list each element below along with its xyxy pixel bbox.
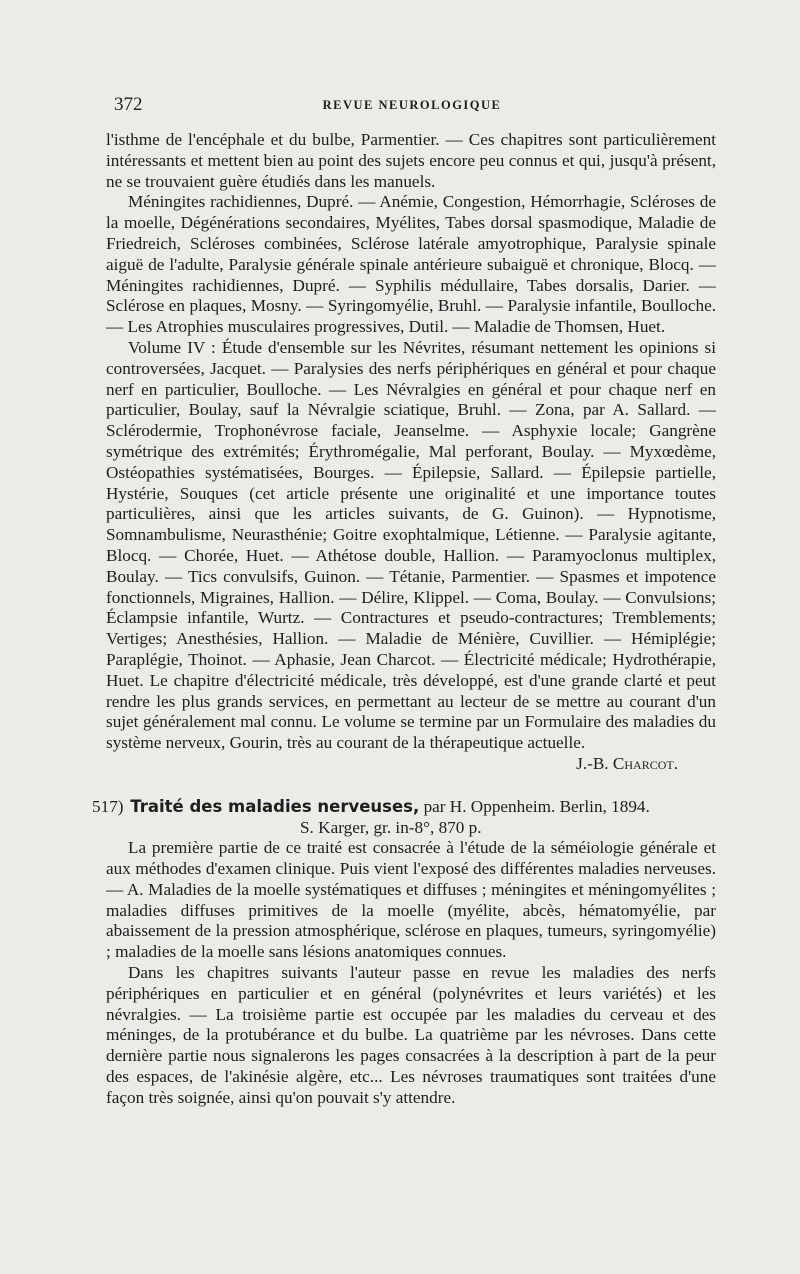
- paragraph-isthme: l'isthme de l'encéphale et du bulbe, Parmentier. — Ces chapitres sont particulièrement intéressants et mettent bien au point des sujets encore peu connus et qui, jusqu'à présent, ne se trouvaient guère étudiés dans les manuels.: [106, 130, 716, 191]
- paragraph-volume-iv: Volume IV : Étude d'ensemble sur les Névrites, résumant nettement les opinions si controversées, Jacquet. — Paralysies des nerfs périphériques en général et pour chaque nerf en particulier, Boulloche. — Les Névralgies en général et pour chaque nerf en particulier, Boulay, sauf la Névralgie sciatique, Bruhl. — Zona, par A. Sallard. — Sclérodermie, Trophonévrose faciale, Jeanselme. — Asphyxie locale; Gangrène symétrique des extrémités; Érythromégalie, Mal perforant, Boulay. — Myxœdème, Ostéopathies systématisées, Bourges. — Épilepsie, Sallard. — Épilepsie partielle, Hystérie, Souques (cet article présente une originalité et une importance toutes particulières, ainsi que les articles suivants, de G. Guinon). — Hypnotisme, Somnambulisme, Neurasthénie; Goitre exophtalmique, Létienne. — Paralysie agitante, Blocq. — Chorée, Huet. — Athétose double, Hallion. — Paramyoclonus multiplex, Boulay. — Tics convulsifs, Guinon. — Tétanie, Parmentier. — Spasmes et impotence fonctionnels, Migraines, Hallion. — Délire, Klippel. — Coma, Boulay. — Convulsions; Éclampsie infantile, Wurtz. — Contractures et pseudo-contractures; Tremblements; Vertiges; Anesthésies, Hallion. — Maladie de Ménière, Cuvillier. — Hémiplégie; Paraplégie, Thoinot. — Aphasie, Jean Charcot. — Électricité médicale; Hydrothérapie, Huet. Le chapitre d'électricité médicale, très développé, est d'une grande clarté et peut rendre les plus grands services, en permettant au lecteur de se mettre au courant d'un sujet généralement mal connu. Le volume se termine par un Formulaire des maladies du système nerveux, Gourin, très au courant de la thérapeutique actuelle.: [106, 337, 716, 753]
- entry-number: 517): [92, 796, 124, 816]
- page-body: [92, 130, 716, 1109]
- page-number: 372: [114, 94, 143, 115]
- paragraph-chapitres-suivants: Dans les chapitres suivants l'auteur passe en revue les maladies des nerfs périphériques en particulier et en général (polynévrites et leurs variétés) et les névralgies. — La troisième partie est occupée par les maladies du cerveau et des méninges, de la protubérance et du bulbe. La quatrième par les névroses. Dans cette dernière partie nous signalerons les pages consacrées à la description à part de la peur des espaces, de l'akinésie algère, etc... Les névroses traumatiques sont traitées d'une façon très soignée, ainsi qu'on pouvait s'y attendre.: [106, 963, 716, 1107]
- review-signature: J.-B. Charcot.: [576, 753, 678, 773]
- section-gap: [106, 775, 716, 797]
- running-title: REVUE NEUROLOGIQUE: [322, 98, 502, 112]
- paragraph-volume-iii-list: Méningites rachidiennes, Dupré. — Anémie, Congestion, Hémorrhagie, Scléroses de la moelle, Dégénérations secondaires, Myélites, Tabes dorsal spasmodique, Maladie de Friedreich, Scléroses combinées, Sclérose latérale amyotrophique, Paralysie spinale aiguë de l'adulte, Paralysie générale spinale antérieure subaiguë et chronique, Blocq. — Méningites rachidiennes, Dupré. — Syphilis médullaire, Tabes dorsalis, Darier. — Sclérose en plaques, Mosny. — Syringomyélie, Bruhl. — Paralysie infantile, Boulloche. — Les Atrophies musculaires progressives, Dutil. — Maladie de Thomsen, Huet.: [106, 192, 716, 337]
- bibliographic-entry: [92, 796, 716, 818]
- entry-details: S. Karger, gr. in-8°, 870 p.: [300, 817, 482, 837]
- page-header: [114, 94, 710, 118]
- entry-publisher: par H. Oppenheim. Berlin, 1894.: [423, 796, 650, 816]
- paragraph-premiere-partie: La première partie de ce traité est consacrée à l'étude de la séméiologie générale et aux méthodes d'examen clinique. Puis vient l'exposé des différentes maladies nerveuses. — A. Maladies de la moelle systématiques et diffuses ; méningites et méningomyélites ; maladies diffuses primitives de la moelle (myélite, abcès, hématomyélie, par abaissement de la pression atmosphérique, sclérose en plaques, tumeurs, syringomyélie) ; maladies de la moelle sans lésions anatomiques connues.: [106, 838, 716, 962]
- entry-title: Traité des maladies nerveuses,: [130, 796, 420, 816]
